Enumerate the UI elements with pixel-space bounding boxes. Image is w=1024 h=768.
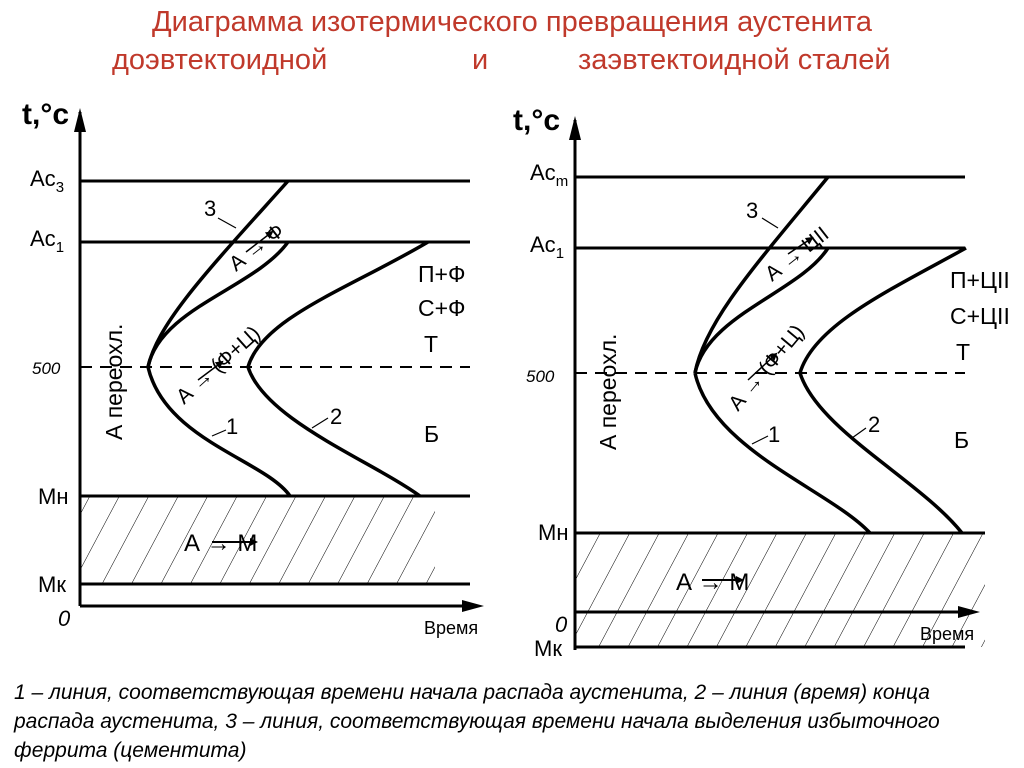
left-y-axis-label: t,°c	[22, 98, 70, 131]
left-level-ac1: $Ac_1$	[30, 226, 65, 256]
left-curve-label-1: 1	[226, 414, 239, 439]
right-y-axis-label: t,°c	[513, 104, 561, 137]
left-x-axis-label: Время	[424, 618, 479, 638]
left-level-ac3: $Ac_3$	[30, 166, 65, 196]
right-y-arrow	[569, 116, 581, 140]
left-level-500: 500	[32, 359, 61, 378]
right-label-troostite: Т	[956, 339, 971, 365]
left-curve-label-2: 2	[330, 404, 343, 429]
right-label-supercooled: А переохл.	[595, 333, 621, 450]
right-label-martensite: А → М	[676, 569, 750, 596]
title-line-1: Диаграмма изотермического превращения аустенита	[151, 6, 872, 38]
right-level-500: 500	[526, 367, 555, 386]
right-level-ac1: $Ac_1$	[530, 232, 565, 262]
right-diagram	[513, 104, 1010, 661]
left-label-supercooled: А переохл.	[101, 323, 127, 440]
right-level-mn: Мн	[538, 520, 569, 545]
title-left: доэвтектоидной	[112, 44, 328, 76]
left-diagram	[22, 98, 484, 638]
right-curve-1-lower	[695, 373, 870, 533]
left-level-mn: Мн	[38, 484, 69, 509]
left-curve-2-lower	[248, 367, 420, 496]
right-origin: 0	[555, 612, 568, 637]
figure-caption: 1 – линия, соответствующая времени начала распада аустенита, 2 – линия (время) конца распада аустенита, 3 – линия, соответствующая времени начала выделения избыточного феррита (цементита)	[14, 681, 940, 762]
title-middle: и	[472, 44, 489, 76]
right-curve-label-1: 1	[768, 422, 781, 447]
right-label-excess: А → ЦII	[760, 222, 834, 286]
left-curve-1-lower	[148, 367, 290, 496]
left-origin: 0	[58, 606, 71, 631]
right-label-sorbite: С+ЦII	[950, 303, 1010, 329]
left-martensite-hatch	[80, 496, 435, 584]
left-label-excess: А → Ф	[224, 219, 289, 276]
left-label-martensite: А → М	[184, 530, 258, 557]
left-label-pearlite: П+Ф	[418, 261, 466, 287]
left-label-bainite: Б	[424, 421, 440, 447]
left-label-decomp: А → (Ф+Ц)	[171, 321, 265, 409]
left-x-arrow	[462, 600, 484, 612]
right-label-bainite: Б	[954, 427, 970, 453]
left-label-sorbite: С+Ф	[418, 295, 466, 321]
title-right: заэвтектоидной сталей	[578, 44, 891, 76]
left-level-mk: Мк	[38, 572, 66, 597]
left-y-arrow	[74, 108, 86, 132]
right-label-pearlite: П+ЦII	[950, 267, 1010, 293]
left-label-troostite: Т	[424, 331, 439, 357]
right-curve-label-3: 3	[746, 198, 759, 223]
right-curve-2-lower	[800, 373, 962, 533]
right-curve-label-2: 2	[868, 412, 881, 437]
right-label-decomp: А → (Ф+Ц)	[724, 320, 809, 416]
right-curve-2-upper	[800, 248, 966, 373]
right-curve-3	[695, 177, 828, 373]
left-curve-2-upper	[248, 242, 428, 367]
right-level-acm: $Ac_m$	[530, 160, 569, 190]
right-x-axis-label: Время	[920, 624, 975, 644]
left-curve-label-3: 3	[204, 196, 217, 221]
right-level-mk: Мк	[534, 636, 562, 661]
